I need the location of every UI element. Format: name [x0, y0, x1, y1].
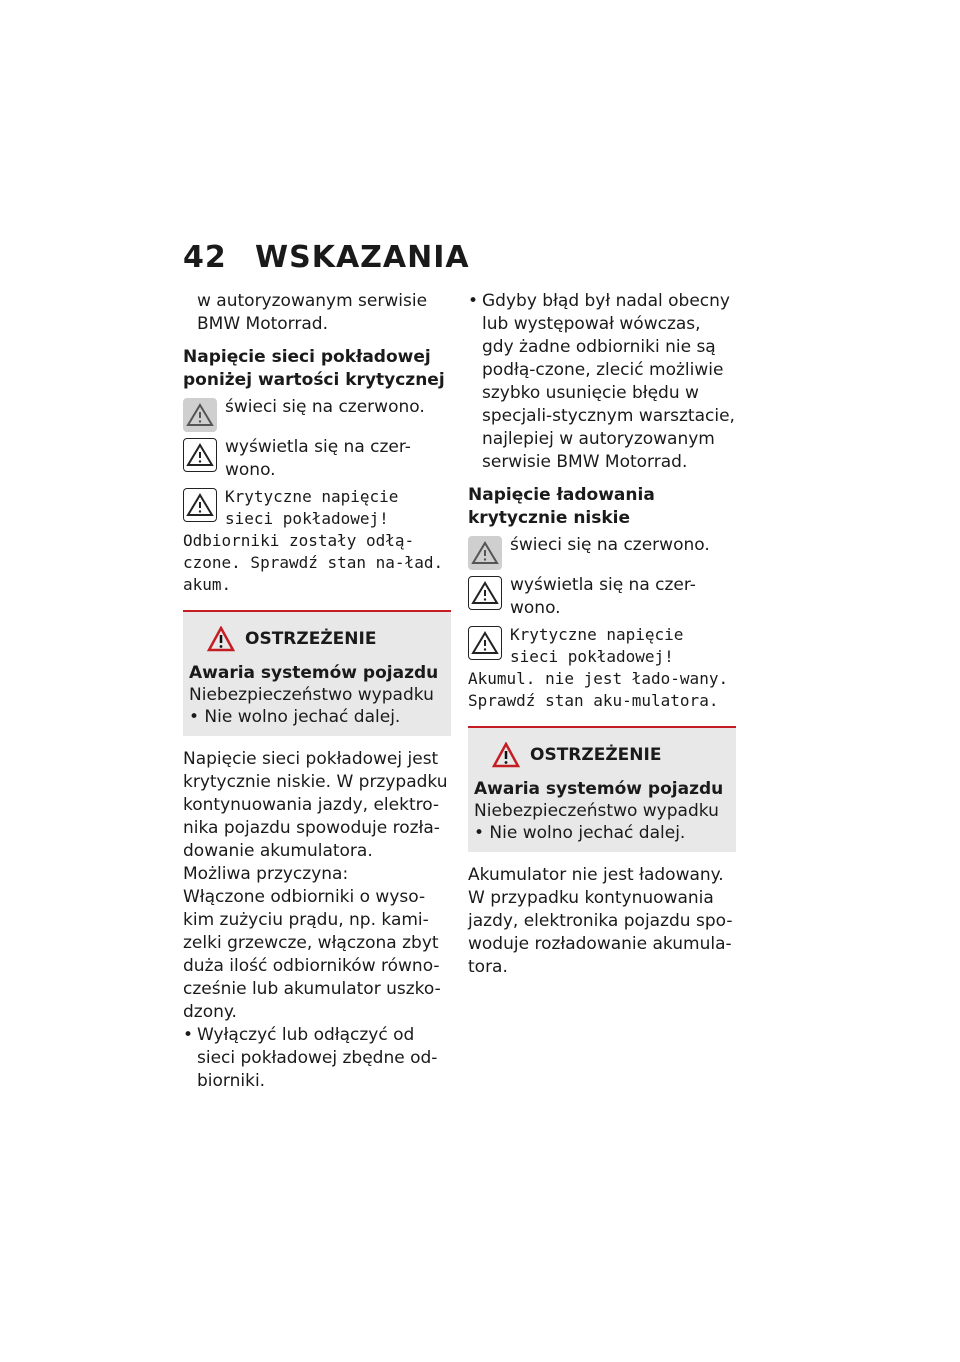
- warning-bullet: • Nie wolno jechać dalej.: [474, 823, 686, 843]
- indicator-text: wyświetla się na czer-wono.: [510, 575, 696, 618]
- page-number: 42: [183, 240, 227, 275]
- warning-box: [468, 726, 736, 852]
- display-message-line: sieci pokładowej!: [510, 647, 674, 666]
- indicator-text: wyświetla się na czer-wono.: [225, 437, 411, 480]
- warning-danger-icon: [207, 626, 235, 652]
- warning-box: [183, 610, 451, 736]
- warning-bullet: • Nie wolno jechać dalej.: [189, 707, 401, 727]
- warning-triangle-icon: [468, 536, 502, 570]
- indicator-row: [468, 534, 736, 570]
- warning-title: OSTRZEŻENIE: [530, 745, 662, 765]
- warning-danger-icon: [492, 742, 520, 768]
- warning-subtitle: Awaria systemów pojazdu: [474, 779, 724, 799]
- right-column: [468, 290, 736, 979]
- page-title: WSKAZANIA: [255, 240, 470, 275]
- section-heading: Napięcie ładowania krytycznie niskie: [468, 485, 655, 528]
- warning-text: Niebezpieczeństwo wypadku: [189, 685, 434, 705]
- display-message-text: Odbiorniki zostały odłą-czone. Sprawdź stan na-ład. akum.: [183, 531, 444, 594]
- body-text: Włączone odbiorniki o wyso-kim zużyciu prądu, np. kami-zelki grzewcze, włączona zbyt duża ilość odbiorników równo-cześnie lub akumulator uszko-dzony.: [183, 887, 441, 1022]
- indicator-row: [468, 574, 736, 620]
- warning-text: Niebezpieczeństwo wypadku: [474, 801, 719, 821]
- body-text: Napięcie sieci pokładowej jest krytycznie niskie. W przypadku kontynuowania jazdy, elektro-nika pojazdu spowoduje rozła-dowanie akumulatora.: [183, 749, 448, 861]
- display-message-line: Krytyczne napięcie: [225, 487, 399, 506]
- warning-title: OSTRZEŻENIE: [245, 629, 377, 649]
- display-message-line: sieci pokładowej!: [225, 509, 389, 528]
- warning-subtitle: Awaria systemów pojazdu: [189, 663, 439, 683]
- page-header: [183, 240, 470, 275]
- body-text: Możliwa przyczyna:: [183, 864, 349, 884]
- bullet-item: • Wyłączyć lub odłączyć od sieci pokładowej zbędne od-biorniki.: [183, 1024, 451, 1093]
- warning-triangle-icon: [183, 488, 217, 522]
- indicator-row: [183, 436, 451, 482]
- display-message-text: Akumul. nie jest łado-wany. Sprawdź stan aku-mulatora.: [468, 669, 729, 710]
- intro-text: w autoryzowanym serwisie BMW Motorrad.: [197, 291, 428, 334]
- display-row: [468, 624, 736, 668]
- left-column: [183, 290, 451, 1093]
- display-row: [183, 486, 451, 530]
- warning-triangle-icon: [183, 438, 217, 472]
- indicator-text: świeci się na czerwono.: [510, 535, 710, 555]
- warning-triangle-icon: [468, 576, 502, 610]
- section-heading: Napięcie sieci pokładowej poniżej wartości krytycznej: [183, 347, 445, 390]
- indicator-text: świeci się na czerwono.: [225, 397, 425, 417]
- display-message-line: Krytyczne napięcie: [510, 625, 684, 644]
- indicator-row: [183, 396, 451, 432]
- warning-triangle-icon: [468, 626, 502, 660]
- body-text: Akumulator nie jest ładowany. W przypadku kontynuowania jazdy, elektronika pojazdu spo-woduje rozładowanie akumula-tora.: [468, 865, 733, 977]
- warning-triangle-icon: [183, 398, 217, 432]
- bullet-item: • Gdyby błąd był nadal obecny lub występował wówczas, gdy żadne odbiorniki nie są podłą-czone, zlecić możliwie szybko usunięcie błędu w specjali-stycznym warsztacie, najlepiej w autoryzowanym serwisie BMW Motorrad.: [468, 290, 736, 474]
